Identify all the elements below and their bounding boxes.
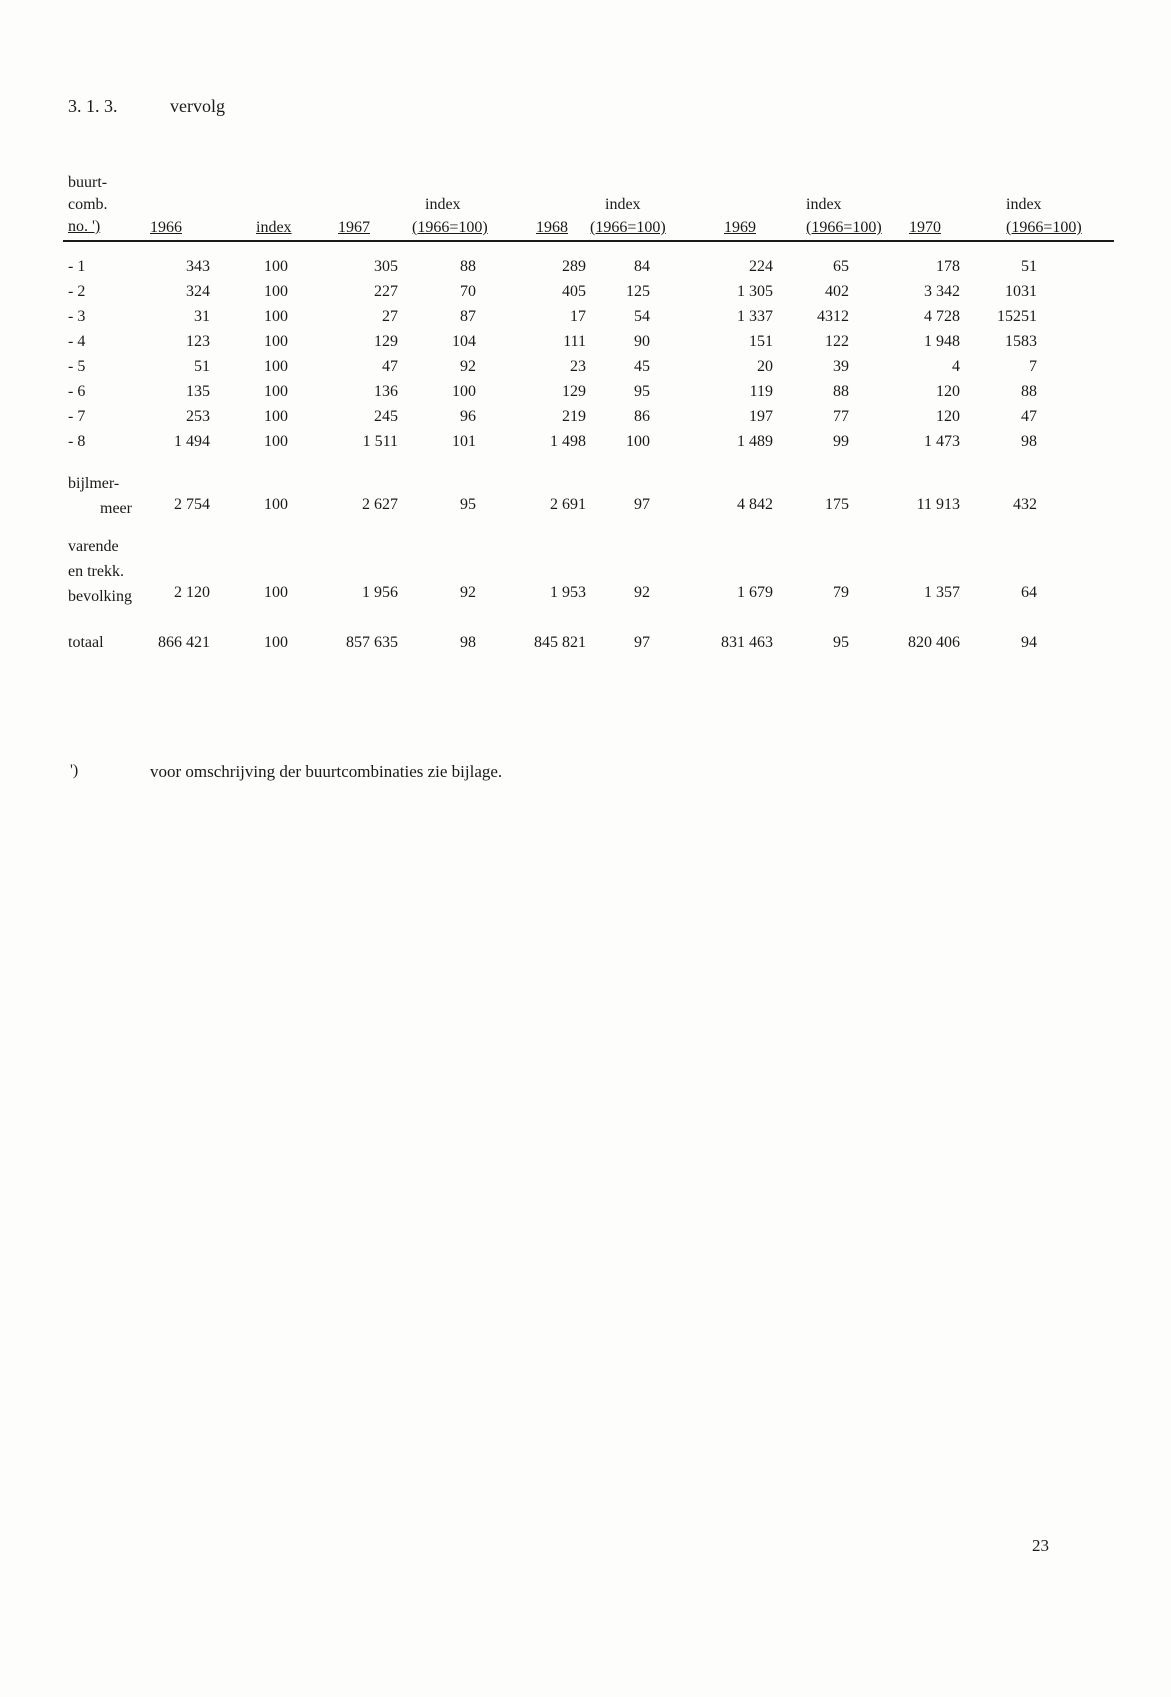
- cell: 95: [460, 496, 476, 513]
- table-row: [0, 358, 1171, 382]
- cell: 1 948: [924, 333, 960, 350]
- cell: 100: [264, 408, 288, 425]
- cell: 90: [634, 333, 650, 350]
- cell: 120: [936, 383, 960, 400]
- table-row: [0, 408, 1171, 432]
- cell: 100: [264, 584, 288, 601]
- cell: 100: [264, 496, 288, 513]
- footnote-text: voor omschrijving der buurtcombinaties zie bijlage.: [150, 762, 503, 781]
- cell: 101: [452, 433, 476, 450]
- header-label-line: comb.: [68, 196, 108, 213]
- cell: 1 494: [174, 433, 210, 450]
- cell: 120: [936, 408, 960, 425]
- cell: 97: [634, 634, 650, 651]
- cell: 1 357: [924, 584, 960, 601]
- cell: 343: [186, 258, 210, 275]
- header-label-line: no. '): [68, 218, 101, 235]
- cell: 432: [1013, 496, 1037, 513]
- cell: 1 489: [737, 433, 773, 450]
- row-label: - 5: [68, 358, 86, 375]
- cell: 99: [833, 433, 849, 450]
- table-row: [0, 283, 1171, 307]
- cell: 97: [634, 496, 650, 513]
- row-label-line: meer: [100, 500, 132, 517]
- cell: 136: [374, 383, 398, 400]
- cell: 2 120: [174, 584, 210, 601]
- cell: 1 337: [737, 308, 773, 325]
- cell: 64: [1021, 584, 1037, 601]
- cell: 98: [460, 634, 476, 651]
- row-label: totaal: [68, 634, 104, 651]
- cell: 88: [460, 258, 476, 275]
- header-1970: 1970: [909, 219, 941, 236]
- cell: 405: [562, 283, 586, 300]
- cell: 4 728: [924, 308, 960, 325]
- cell: 95: [634, 383, 650, 400]
- cell: 123: [186, 333, 210, 350]
- cell: 129: [562, 383, 586, 400]
- cell: 820 406: [908, 634, 960, 651]
- cell: 94: [1021, 634, 1037, 651]
- cell: 1 679: [737, 584, 773, 601]
- cell: 2 754: [174, 496, 210, 513]
- cell: 47: [1021, 408, 1037, 425]
- row-label: - 3: [68, 308, 86, 325]
- header-index-base: (1966=100): [806, 219, 882, 236]
- cell: 119: [749, 383, 773, 400]
- cell: 1 511: [362, 433, 398, 450]
- cell: 15251: [997, 308, 1037, 325]
- cell: 224: [749, 258, 773, 275]
- cell: 92: [634, 584, 650, 601]
- cell: 324: [186, 283, 210, 300]
- cell: 100: [264, 433, 288, 450]
- cell: 289: [562, 258, 586, 275]
- cell: 70: [460, 283, 476, 300]
- row-label-line: bevolking: [68, 588, 132, 605]
- header-1969: 1969: [724, 219, 756, 236]
- header-index-base: (1966=100): [1006, 219, 1082, 236]
- header-1968: 1968: [536, 219, 568, 236]
- row-label: - 7: [68, 408, 86, 425]
- cell: 65: [833, 258, 849, 275]
- cell: 100: [264, 283, 288, 300]
- footnote-mark: '): [70, 762, 79, 779]
- cell: 305: [374, 258, 398, 275]
- cell: 11 913: [916, 496, 960, 513]
- cell: 245: [374, 408, 398, 425]
- cell: 1031: [1005, 283, 1037, 300]
- cell: 84: [634, 258, 650, 275]
- cell: 27: [382, 308, 398, 325]
- cell: 857 635: [346, 634, 398, 651]
- cell: 92: [460, 358, 476, 375]
- cell: 197: [749, 408, 773, 425]
- table-row: [0, 383, 1171, 407]
- cell: 96: [460, 408, 476, 425]
- cell: 402: [825, 283, 849, 300]
- table-row-totaal: [0, 634, 1171, 658]
- table-row: [0, 433, 1171, 457]
- table-row: [0, 258, 1171, 282]
- cell: 845 821: [534, 634, 586, 651]
- cell: 100: [452, 383, 476, 400]
- header-index: index: [806, 196, 842, 213]
- cell: 100: [264, 333, 288, 350]
- cell: 100: [264, 258, 288, 275]
- row-label-line: varende: [68, 538, 119, 555]
- cell: 1 953: [550, 584, 586, 601]
- row-label: - 8: [68, 433, 86, 450]
- header-index: index: [425, 196, 461, 213]
- cell: 1 473: [924, 433, 960, 450]
- header-label-line: buurt-: [68, 174, 108, 191]
- header-rule: [63, 240, 1114, 242]
- header-index: index: [256, 219, 292, 236]
- cell: 88: [1021, 383, 1037, 400]
- row-label: - 2: [68, 283, 86, 300]
- row-label: - 4: [68, 333, 86, 350]
- cell: 122: [825, 333, 849, 350]
- cell: 227: [374, 283, 398, 300]
- table-row: [0, 333, 1171, 357]
- cell: 45: [634, 358, 650, 375]
- cell: 77: [833, 408, 849, 425]
- section-title: vervolg: [170, 96, 225, 116]
- cell: 23: [570, 358, 586, 375]
- cell: 86: [634, 408, 650, 425]
- cell: 104: [452, 333, 476, 350]
- cell: 51: [1021, 258, 1037, 275]
- cell: 88: [833, 383, 849, 400]
- cell: 100: [626, 433, 650, 450]
- header-index-base: (1966=100): [412, 219, 488, 236]
- header-index: index: [1006, 196, 1042, 213]
- cell: 178: [936, 258, 960, 275]
- cell: 1 305: [737, 283, 773, 300]
- cell: 79: [833, 584, 849, 601]
- cell: 47: [382, 358, 398, 375]
- cell: 253: [186, 408, 210, 425]
- cell: 100: [264, 308, 288, 325]
- table-row: [0, 308, 1171, 332]
- cell: 175: [825, 496, 849, 513]
- row-label: - 6: [68, 383, 86, 400]
- cell: 151: [749, 333, 773, 350]
- cell: 87: [460, 308, 476, 325]
- cell: 39: [833, 358, 849, 375]
- cell: 92: [460, 584, 476, 601]
- table-row-varende: [0, 584, 1171, 608]
- cell: 2 627: [362, 496, 398, 513]
- cell: 1 956: [362, 584, 398, 601]
- cell: 51: [194, 358, 210, 375]
- cell: 98: [1021, 433, 1037, 450]
- cell: 4: [952, 358, 960, 375]
- cell: 125: [626, 283, 650, 300]
- cell: 866 421: [158, 634, 210, 651]
- page-number: 23: [1032, 1536, 1049, 1555]
- cell: 219: [562, 408, 586, 425]
- header-1966: 1966: [150, 219, 182, 236]
- header-1967: 1967: [338, 219, 370, 236]
- cell: 17: [570, 308, 586, 325]
- cell: 7: [1029, 358, 1037, 375]
- row-label: - 1: [68, 258, 86, 275]
- cell: 1583: [1005, 333, 1037, 350]
- header-index: index: [605, 196, 641, 213]
- cell: 95: [833, 634, 849, 651]
- cell: 3 342: [924, 283, 960, 300]
- cell: 20: [757, 358, 773, 375]
- cell: 31: [194, 308, 210, 325]
- cell: 129: [374, 333, 398, 350]
- row-label-line: bijlmer-: [68, 475, 120, 492]
- cell: 54: [634, 308, 650, 325]
- cell: 135: [186, 383, 210, 400]
- cell: 100: [264, 383, 288, 400]
- cell: 4 842: [737, 496, 773, 513]
- table-row-bijlmermeer: [0, 496, 1171, 520]
- header-row-label: [68, 172, 108, 238]
- cell: 111: [563, 333, 586, 350]
- cell: 100: [264, 358, 288, 375]
- cell: 831 463: [721, 634, 773, 651]
- row-label-line: en trekk.: [68, 563, 124, 580]
- section-number: 3. 1. 3.: [68, 96, 118, 116]
- cell: 1 498: [550, 433, 586, 450]
- cell: 4312: [817, 308, 849, 325]
- cell: 2 691: [550, 496, 586, 513]
- cell: 100: [264, 634, 288, 651]
- header-index-base: (1966=100): [590, 219, 666, 236]
